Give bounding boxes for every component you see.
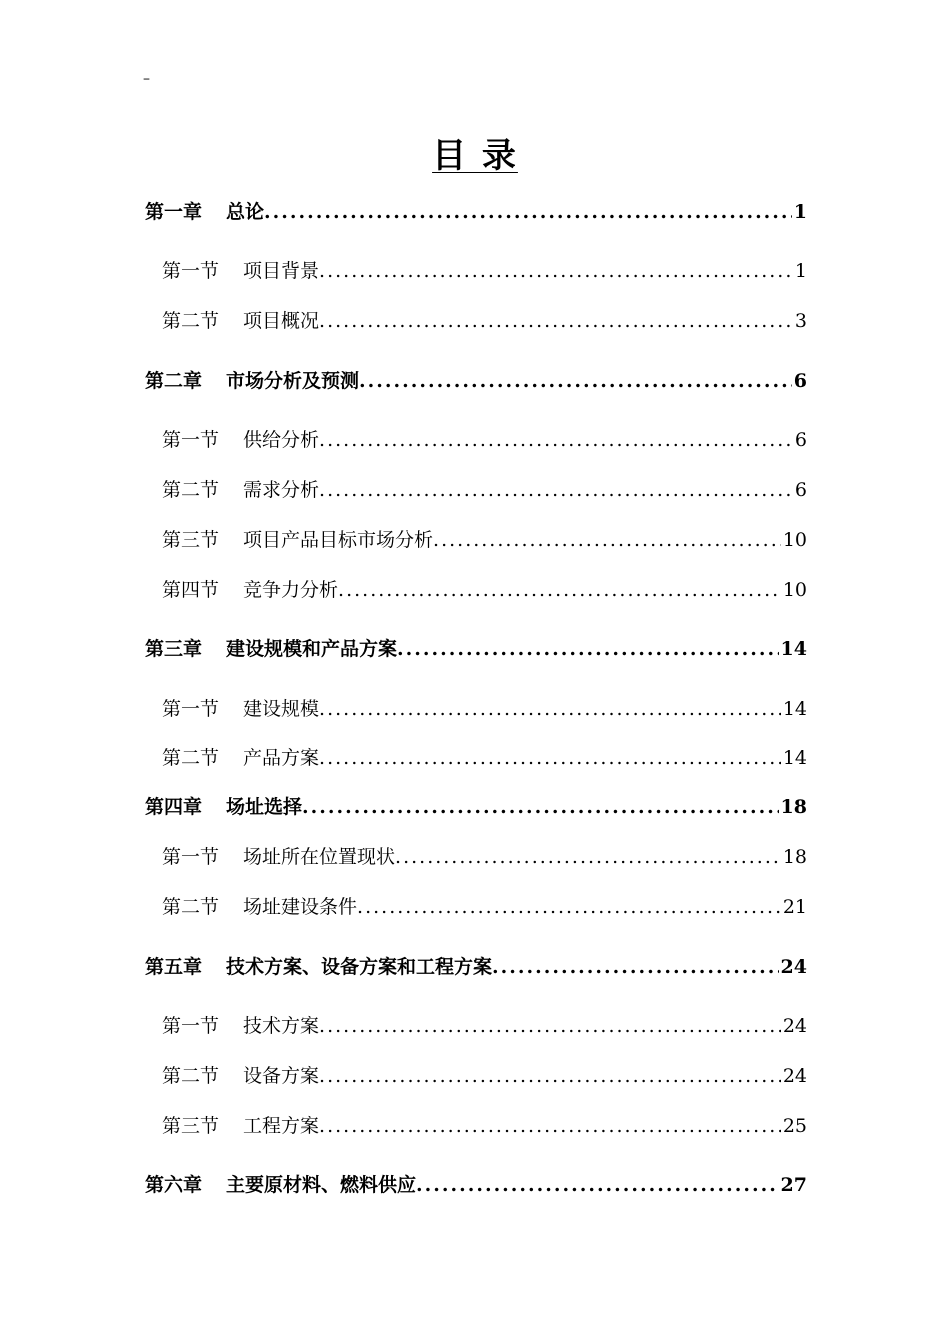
toc-label: 第一节 bbox=[162, 698, 220, 720]
toc-page-number: 1 bbox=[793, 201, 807, 223]
toc-leader bbox=[319, 747, 781, 769]
toc-entry[interactable] bbox=[145, 366, 807, 393]
toc-leader bbox=[302, 796, 779, 818]
toc-leader bbox=[319, 1115, 781, 1137]
toc-page-number: 27 bbox=[780, 1174, 807, 1196]
toc-leader bbox=[319, 260, 793, 282]
toc-page-number: 1 bbox=[794, 260, 807, 282]
toc-page-number: 10 bbox=[782, 529, 807, 551]
toc-title: 产品方案 bbox=[243, 747, 320, 769]
toc-title: 场址建设条件 bbox=[243, 896, 358, 918]
toc-title: 场址选择 bbox=[226, 796, 303, 818]
toc-page-number: 24 bbox=[782, 1065, 807, 1087]
toc-leader bbox=[395, 846, 781, 868]
toc-leader bbox=[433, 529, 781, 551]
toc-entry[interactable] bbox=[162, 694, 807, 721]
toc-label: 第二节 bbox=[162, 896, 220, 918]
page-title-text: 目 录 bbox=[432, 136, 518, 176]
toc-label: 第二节 bbox=[162, 747, 220, 769]
toc-title: 设备方案 bbox=[243, 1065, 320, 1087]
toc-entry[interactable] bbox=[162, 525, 807, 552]
toc-page-number: 25 bbox=[782, 1115, 807, 1137]
toc-page-number: 14 bbox=[782, 698, 807, 720]
toc-page-number: 6 bbox=[793, 370, 807, 392]
toc-leader bbox=[319, 1015, 781, 1037]
toc-entry[interactable] bbox=[145, 952, 807, 979]
toc-label: 第五章 bbox=[145, 956, 203, 978]
toc-label: 第三章 bbox=[145, 638, 203, 660]
toc-title: 总论 bbox=[226, 201, 265, 223]
toc-label: 第六章 bbox=[145, 1174, 203, 1196]
toc-title: 项目背景 bbox=[243, 260, 320, 282]
toc-title: 技术方案 bbox=[243, 1015, 320, 1037]
toc-leader bbox=[319, 1065, 781, 1087]
toc-label: 第三节 bbox=[162, 1115, 220, 1137]
toc-page-number: 21 bbox=[782, 896, 807, 918]
toc-label: 第三节 bbox=[162, 529, 220, 551]
toc-page-number: 18 bbox=[782, 846, 807, 868]
toc-title: 项目产品目标市场分析 bbox=[243, 529, 434, 551]
toc-entry[interactable] bbox=[145, 634, 807, 661]
toc-entry[interactable] bbox=[162, 892, 807, 919]
toc-label: 第一节 bbox=[162, 1015, 220, 1037]
toc-leader bbox=[397, 638, 779, 660]
toc-title: 供给分析 bbox=[243, 429, 320, 451]
toc-entry[interactable] bbox=[162, 1011, 807, 1038]
toc-label: 第一章 bbox=[145, 201, 203, 223]
toc-entry[interactable] bbox=[162, 1111, 807, 1138]
toc-label: 第二节 bbox=[162, 310, 220, 332]
toc-leader bbox=[416, 1174, 779, 1196]
toc-label: 第二节 bbox=[162, 1065, 220, 1087]
toc-entry[interactable] bbox=[162, 743, 807, 770]
toc-page-number: 3 bbox=[794, 310, 807, 332]
toc-label: 第一节 bbox=[162, 429, 220, 451]
toc-page-number: 18 bbox=[780, 796, 807, 818]
toc-title: 竞争力分析 bbox=[243, 579, 339, 601]
toc-page-number: 14 bbox=[780, 638, 807, 660]
toc-label: 第二章 bbox=[145, 370, 203, 392]
toc-page-number: 6 bbox=[794, 429, 807, 451]
toc-label: 第四章 bbox=[145, 796, 203, 818]
toc-title: 场址所在位置现状 bbox=[243, 846, 396, 868]
toc-title: 需求分析 bbox=[243, 479, 320, 501]
toc-title: 工程方案 bbox=[243, 1115, 320, 1137]
header-mark: – bbox=[143, 71, 150, 87]
toc-title: 建设规模 bbox=[243, 698, 320, 720]
toc-entry[interactable] bbox=[162, 306, 807, 333]
toc-page-number: 6 bbox=[794, 479, 807, 501]
toc-entry[interactable] bbox=[162, 425, 807, 452]
toc-entry[interactable] bbox=[145, 792, 807, 819]
toc-page-number: 24 bbox=[780, 956, 807, 978]
toc-leader bbox=[359, 370, 792, 392]
toc-entry[interactable] bbox=[162, 575, 807, 602]
toc-leader bbox=[357, 896, 781, 918]
toc-leader bbox=[319, 698, 781, 720]
toc-entry[interactable] bbox=[145, 197, 807, 224]
toc-title: 项目概况 bbox=[243, 310, 320, 332]
toc-label: 第一节 bbox=[162, 260, 220, 282]
toc-leader bbox=[492, 956, 779, 978]
toc-leader bbox=[319, 310, 793, 332]
toc-label: 第二节 bbox=[162, 479, 220, 501]
toc-leader bbox=[264, 201, 792, 223]
toc-page-number: 24 bbox=[782, 1015, 807, 1037]
toc-leader bbox=[338, 579, 781, 601]
toc-entry[interactable] bbox=[162, 256, 807, 283]
toc-entry[interactable] bbox=[162, 842, 807, 869]
toc-entry[interactable] bbox=[162, 475, 807, 502]
toc-label: 第四节 bbox=[162, 579, 220, 601]
toc-page-number: 10 bbox=[782, 579, 807, 601]
toc-entry[interactable] bbox=[162, 1061, 807, 1088]
toc-entry[interactable] bbox=[145, 1170, 807, 1197]
toc-title: 市场分析及预测 bbox=[226, 370, 360, 392]
toc-leader bbox=[319, 479, 793, 501]
toc-title: 技术方案、设备方案和工程方案 bbox=[226, 956, 493, 978]
toc-leader bbox=[319, 429, 793, 451]
toc-title: 主要原材料、燃料供应 bbox=[226, 1174, 417, 1196]
toc-page-number: 14 bbox=[782, 747, 807, 769]
toc-label: 第一节 bbox=[162, 846, 220, 868]
toc-title: 建设规模和产品方案 bbox=[226, 638, 398, 660]
